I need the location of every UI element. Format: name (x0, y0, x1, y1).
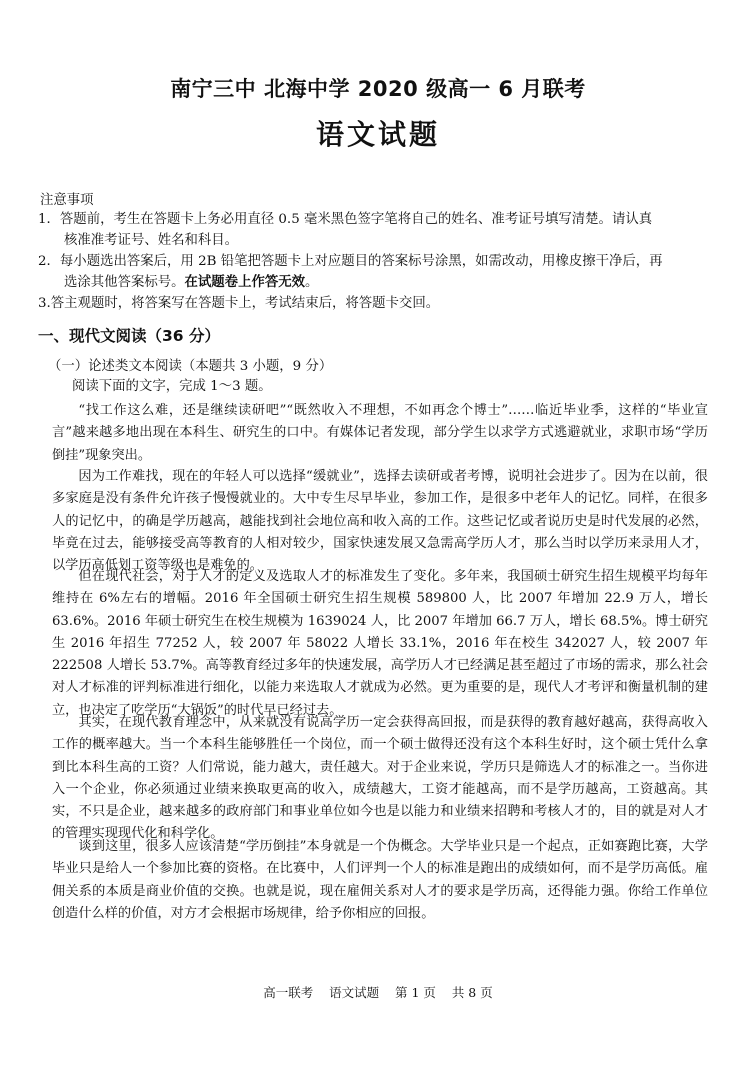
exam-title: 南宁三中 北海中学 2020 级高一 6 月联考 (170, 77, 586, 101)
passage-paragraph-3: 但在现代社会，对于人才的定义及选取人才的标准发生了变化。多年来，我国硕士研究生招生规模平均每年维持在 6%左右的增幅。2016 年全国硕士研究生招生规模 589800 人，比 2007 年增加 22.9 万人，增长 63.6%。2016 年硕士研究生在校生规模为 1639024 人，比 2007 年增加 66.7 万人，增长 68.5%。博士研究生 2016 年招生 77252 人，较 2007 年 58022 人增长 33.1%，2016 年在校生 342027 人，较 2007 年 222508 人增长 53.7%。高等教育经过多年的快速发展，高学历人才已经满足甚至超过了市场的需求，那么社会对人才标准的评判标准进行细化，以能力来选取人才就成为必然。更为重要的是，现代人才考评和衡量机制的建立，也决定了吃学历“大锅饭”的时代早已经过去。 (52, 569, 708, 718)
passage-paragraph-4: 其实，在现代教育理念中，从来就没有说高学历一定会获得高回报，而是获得的教育越好越高，获得高收入工作的概率越大。当一个本科生能够胜任一个岗位，而一个硕士做得还没有这个本科生好时，这个硕士凭什么拿到比本科生高的工资？人们常说，能力越大，责任越大。对于企业来说，学历只是筛选人才的标准之一。当你进入一个企业，你必须通过业绩来换取更高的收入，成绩越大，工资才能越高，而不是学历越高，工资越高。其实，不只是企业，越来越多的政府部门和事业单位如今也是以能力和业绩来招聘和考核人才的，目的就是对人才的管理实现现代化和科学化。 (52, 715, 708, 842)
section-heading: 一、现代文阅读（36 分） (38, 327, 220, 345)
notice-item-1: 1．答题前，考生在答题卡上务必用直径 0.5 毫米黑色签字笔将自己的姓名、准考证号填写清楚。请认真 (38, 212, 653, 227)
notice-item-2: 2．每小题选出答案后，用 2B 铅笔把答题卡上对应题目的答案标号涂黑，如需改动，用橡皮擦干净后，再 (38, 254, 663, 269)
notice-heading: 注意事项 (40, 193, 94, 208)
notice-item-2-end: 。 (305, 275, 319, 290)
subsection-heading: （一）论述类文本阅读（本题共 3 小题，9 分） (48, 359, 333, 374)
notice-item-2-text: 选涂其他答案标号。 (64, 275, 185, 290)
passage-paragraph-5: 谈到这里，很多人应该清楚“学历倒挂”本身就是一个伪概念。大学毕业只是一个起点，正如赛跑比赛，大学毕业只是给人一个参加比赛的资格。在比赛中，人们评判一个人的标准是跑出的成绩如何，而不是学历高低。雇佣关系的本质是商业价值的交换。也就是说，现在雇佣关系对人才的要求是学历高，还得能力强。你给工作单位创造什么样的价值，对方才会根据市场规律，给予你相应的回报。 (52, 839, 708, 921)
notice-item-2-continued (64, 274, 318, 292)
passage-paragraph-1: “找工作这么难，还是继续读研吧”“既然收入不理想，不如再念个博士”……临近毕业季，这样的“毕业宣言”越来越多地出现在本科生、研究生的口中。有媒体记者发现，部分学生以求学方式逃避就业，求职市场“学历倒挂”现象突出。 (52, 403, 708, 463)
notice-item-1-continued: 核准准考证号、姓名和科目。 (64, 233, 239, 248)
passage-paragraph-2: 因为工作难找，现在的年轻人可以选择“缓就业”，选择去读研或者考博，说明社会进步了。因为在以前，很多家庭是没有条件允许孩子慢慢就业的。大中专生尽早毕业，参加工作，是很多中老年人的记忆。同样，在很多人的记忆中，的确是学历越高，越能找到社会地位高和收入高的工作。这些记忆或者说历史是时代发展的必然，毕竟在过去，能够接受高等教育的人相对较少，国家快速发展又急需高学历人才，那么当时以学历来录用人才，以学历高低划工资等级也是难免的。 (52, 469, 708, 574)
notice-item-3: 3.答主观题时，将答案写在答题卡上，考试结束后，将答题卡交回。 (38, 296, 440, 311)
exam-subject-title: 语文试题 (315, 118, 440, 151)
notice-warning-bold: 在试题卷上作答无效 (184, 275, 306, 290)
reading-instruction: 阅读下面的文字，完成 1～3 题。 (72, 379, 272, 394)
page-footer: 高一联考 语文试题 第 1 页 共 8 页 (263, 985, 493, 1000)
